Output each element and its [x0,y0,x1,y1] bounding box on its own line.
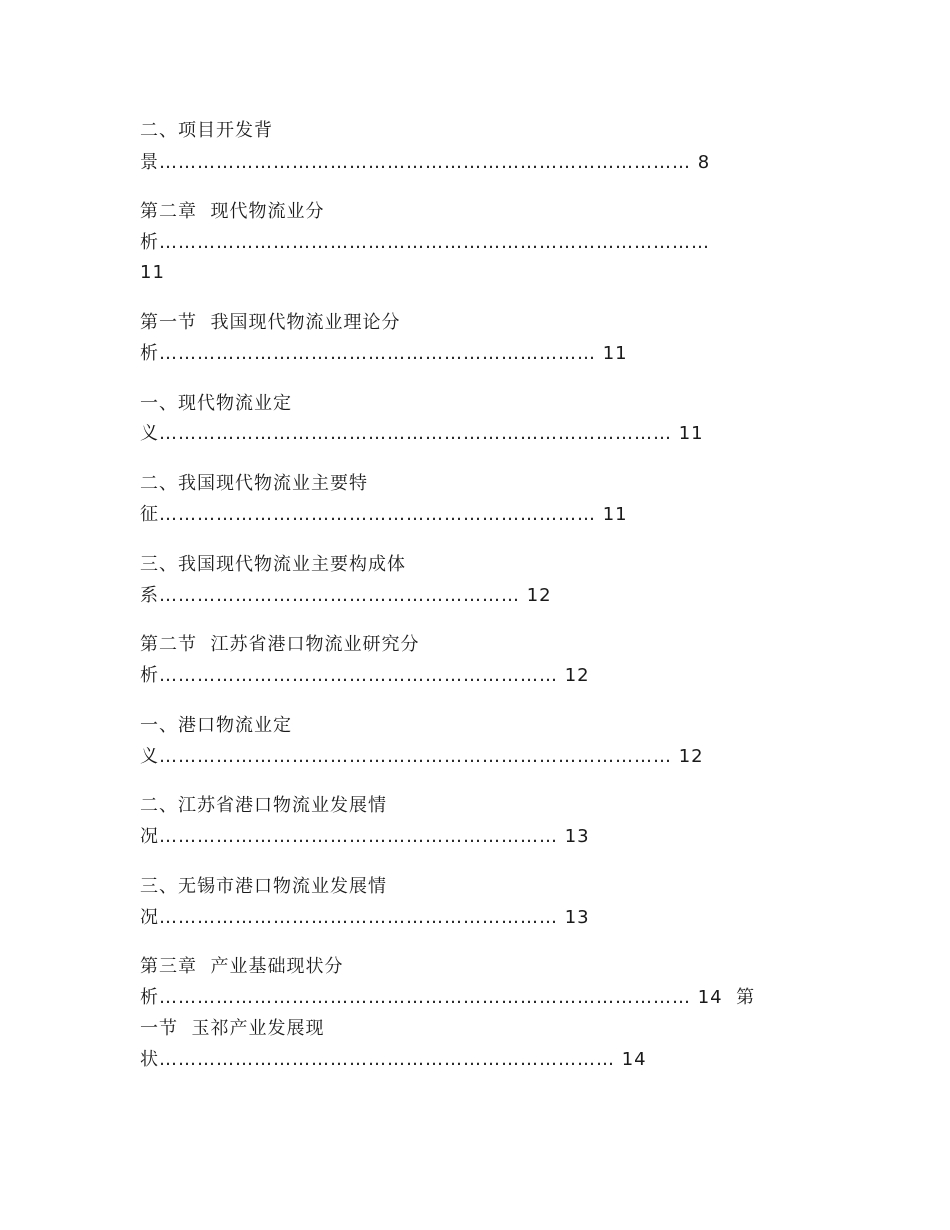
toc-line: 第二章 现代物流业分 [140,201,325,222]
toc-line: 二、项目开发背 [140,120,273,141]
toc-line: 第三章 产业基础现状分 [140,956,344,977]
toc-line: 况……………………………………………………… 13 [140,826,590,847]
toc-line: 义……………………………………………………………………… 12 [140,746,704,767]
toc-line: 析……………………………………………………… 12 [140,665,590,686]
toc-line: 景………………………………………………………………………… 8 [140,152,711,173]
toc-line: 一、现代物流业定 [140,393,292,414]
toc-line: 况……………………………………………………… 13 [140,907,590,928]
toc-line: 二、我国现代物流业主要特 [140,473,368,494]
toc-line: 状……………………………………………………………… 14 [140,1049,647,1070]
toc-line: 一、港口物流业定 [140,715,292,736]
toc-line: 一节 玉祁产业发展现 [140,1018,325,1039]
toc-line: 三、无锡市港口物流业发展情 [140,876,387,897]
toc-line: 析…………………………………………………………………………… [140,232,710,253]
toc-line: 系………………………………………………… 12 [140,585,552,606]
toc-line: 三、我国现代物流业主要构成体 [140,554,406,575]
toc-line: 第一节 我国现代物流业理论分 [140,312,401,333]
toc-line: 析………………………………………………………………………… 14 第 [140,987,756,1008]
toc-line: 义……………………………………………………………………… 11 [140,423,704,444]
toc-line: 征…………………………………………………………… 11 [140,504,628,525]
toc-line: 第二节 江苏省港口物流业研究分 [140,634,420,655]
toc-line: 11 [140,262,165,283]
toc-line: 二、江苏省港口物流业发展情 [140,795,387,816]
toc-line: 析…………………………………………………………… 11 [140,343,628,364]
